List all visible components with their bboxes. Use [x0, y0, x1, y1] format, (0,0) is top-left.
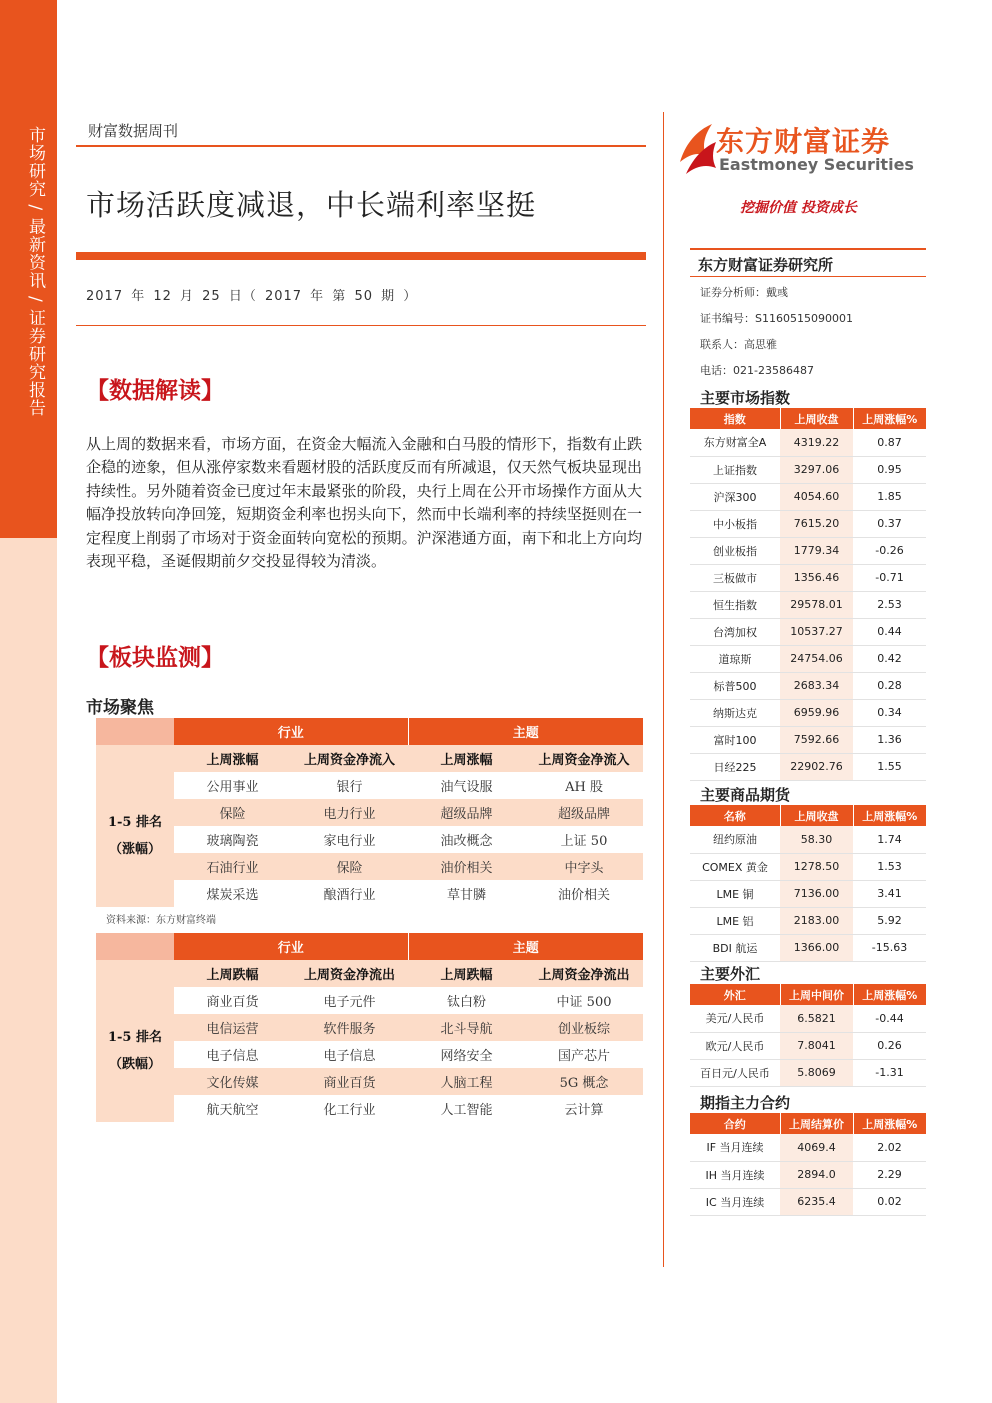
row-value: 2183.00	[780, 907, 853, 934]
table-row	[690, 880, 926, 907]
row-name: 创业板指	[690, 537, 780, 564]
group-header-industry: 行业	[174, 718, 408, 745]
table-row	[690, 1059, 926, 1086]
table-cell: 超级品牌	[408, 799, 525, 826]
row-change: 0.26	[853, 1032, 926, 1059]
row-value: 58.30	[780, 826, 853, 853]
table-cell: AH 股	[565, 780, 603, 796]
row-change: 1.36	[853, 726, 926, 753]
row-change: -1.31	[853, 1059, 926, 1086]
column-header: 上周涨幅	[174, 745, 291, 772]
losers-table	[96, 933, 643, 1122]
row-change: 1.85	[853, 483, 926, 510]
table-cell: 5G 概念	[525, 1068, 643, 1095]
column-header: 合约	[690, 1113, 780, 1134]
table-row	[96, 880, 643, 907]
table-row	[690, 1032, 926, 1059]
table-cell: 银行	[336, 780, 363, 796]
row-value: 7.8041	[780, 1032, 853, 1059]
contact: 联系人：高思雅	[700, 338, 777, 351]
row-value: 7592.66	[780, 726, 853, 753]
row-value: 6959.96	[780, 699, 853, 726]
table-cell: 软件服务	[291, 1014, 408, 1041]
rank-label-line2: （涨幅）	[108, 842, 161, 857]
date-rule	[76, 325, 646, 326]
table-cell: 化工行业	[323, 1103, 376, 1118]
summary-paragraph: 从上周的数据来看，市场方面，在资金大幅流入金融和白马股的情形下，指数有止跌企稳的迹象，但从涨停家数来看题材股的活跃度反而有所减退，仅天然气板块显现出持续性。另外随着资金已度过年末最紧张的阶段，央行上周在公开市场操作方面从大幅净投放转向净回笼，短期资金利率也拐头向下，然而中长端利率的持续坚挺则在一定程度上削弱了市场对于资金面转向宽松的预期。沪深港通方面，南下和北上方向均表现平稳，圣诞假期前夕交投显得较为清淡。	[86, 435, 642, 571]
table-cell: 保险	[174, 799, 291, 826]
table-row	[690, 672, 926, 699]
table-row	[690, 564, 926, 591]
table-cell: 电力行业	[291, 799, 408, 826]
row-name: LME 铝	[690, 907, 780, 934]
row-change: 0.02	[853, 1188, 926, 1215]
row-change: 1.53	[853, 853, 926, 880]
row-change: 2.02	[853, 1134, 926, 1161]
table-row	[690, 429, 926, 456]
table-row	[690, 591, 926, 618]
table-cell: 保险	[291, 853, 408, 880]
row-value: 1356.46	[780, 564, 853, 591]
row-value: 2894.0	[780, 1161, 853, 1188]
table-cell: 油改概念	[440, 834, 493, 849]
section-data-read: 【数据解读】	[86, 377, 224, 404]
table-cell: 中证 500	[556, 995, 612, 1011]
row-change: 0.37	[853, 510, 926, 537]
row-value: 6235.4	[780, 1188, 853, 1215]
row-change: 2.53	[853, 591, 926, 618]
rank-label	[96, 960, 174, 1122]
table-cell: 公用事业	[206, 780, 259, 796]
column-header: 上周涨幅%	[853, 408, 926, 429]
table-cell: 云计算	[564, 1103, 604, 1118]
phone: 电话：021-23586487	[700, 364, 814, 377]
row-name: 沪深300	[690, 483, 780, 510]
row-name: 台湾加权	[690, 618, 780, 645]
row-name: 日经225	[690, 753, 780, 780]
table-row	[690, 853, 926, 880]
indices-title: 主要市场指数	[700, 389, 791, 407]
table-cell: 电子元件	[323, 995, 376, 1011]
column-header: 上周资金净流入	[525, 745, 643, 772]
column-header: 上周资金净流出	[291, 960, 408, 987]
column-header: 上周资金净流出	[525, 960, 643, 987]
table-cell: 酿酒行业	[323, 888, 376, 903]
row-value: 6.5821	[780, 1005, 853, 1032]
table-corner	[96, 933, 174, 960]
row-name: 上证指数	[690, 456, 780, 483]
table-row	[96, 799, 643, 826]
table-cell: 人工智能	[440, 1103, 493, 1118]
row-change: 0.28	[853, 672, 926, 699]
column-header: 上周资金净流入	[291, 745, 408, 772]
column-header: 指数	[690, 408, 780, 429]
table-cell: 航天航空	[206, 1103, 259, 1118]
row-value: 29578.01	[780, 591, 853, 618]
indices-table	[690, 408, 926, 781]
header-rule	[76, 145, 646, 147]
table-cell: 上证 50	[560, 834, 608, 849]
table-cell: 草甘膦	[447, 888, 487, 903]
table-row	[690, 456, 926, 483]
table-row	[690, 934, 926, 961]
table-cell: 网络安全	[440, 1049, 493, 1064]
row-name: 纽约原油	[690, 826, 780, 853]
column-header: 上周跌幅	[174, 960, 291, 987]
row-change: 0.34	[853, 699, 926, 726]
row-name: IF 当月连续	[690, 1134, 780, 1161]
table-cell: 电子信息	[206, 1049, 259, 1064]
magazine-name: 财富数据周刊	[88, 122, 179, 140]
row-name: 恒生指数	[690, 591, 780, 618]
table-row	[690, 1161, 926, 1188]
row-value: 2683.34	[780, 672, 853, 699]
group-header-theme: 主题	[408, 933, 643, 960]
row-name: 富时100	[690, 726, 780, 753]
futures-table	[690, 1113, 926, 1216]
sidebar-label: 市场研究 / 最新资讯 / 证券研究报告	[25, 126, 45, 418]
section-sector-monitor: 【板块监测】	[86, 644, 224, 671]
row-value: 5.8069	[780, 1059, 853, 1086]
table-row	[96, 853, 643, 880]
row-name: 美元/人民币	[690, 1005, 780, 1032]
table-row	[96, 1041, 643, 1068]
row-value: 1779.34	[780, 537, 853, 564]
institute-rule-top	[690, 248, 926, 250]
row-name: LME 铜	[690, 880, 780, 907]
issue-date: 2017 年 12 月 25 日（ 2017 年 第 50 期 ）	[86, 289, 418, 304]
logo-text-cn: 东方财富证券	[716, 125, 891, 158]
table-row	[690, 726, 926, 753]
table-row	[96, 772, 643, 799]
column-header: 上周涨幅%	[853, 805, 926, 826]
column-header: 名称	[690, 805, 780, 826]
row-name: 欧元/人民币	[690, 1032, 780, 1059]
table-cell: 北斗导航	[408, 1014, 525, 1041]
institute-rule-bottom	[690, 276, 926, 277]
analyst: 证券分析师：戴彧	[700, 286, 788, 299]
sidebar-bottom-band	[0, 538, 57, 1403]
row-change: 3.41	[853, 880, 926, 907]
column-header: 上周涨幅%	[853, 984, 926, 1005]
table-cell: 玻璃陶瓷	[206, 834, 259, 849]
table-cell: 商业百货	[291, 1068, 408, 1095]
row-name: COMEX 黄金	[690, 853, 780, 880]
row-change: -15.63	[853, 934, 926, 961]
column-header: 上周结算价	[780, 1113, 853, 1134]
title-rule	[76, 252, 646, 260]
logo-text-en: Eastmoney Securities	[719, 155, 914, 174]
slogan: 挖掘价值 投资成长	[740, 200, 857, 216]
futures-title: 期指主力合约	[700, 1094, 791, 1112]
table-cell: 中字头	[525, 853, 643, 880]
column-header: 上周收盘	[780, 408, 853, 429]
table-cell: 煤炭采选	[206, 888, 259, 903]
row-name: 百日元/人民币	[690, 1059, 780, 1086]
column-header: 上周收盘	[780, 805, 853, 826]
row-change: 1.55	[853, 753, 926, 780]
table-cell: 文化传媒	[174, 1068, 291, 1095]
table-cell: 超级品牌	[525, 799, 643, 826]
cert-number: 证书编号：S1160515090001	[700, 312, 853, 325]
table-row	[690, 537, 926, 564]
row-name: 道琼斯	[690, 645, 780, 672]
row-change: 5.92	[853, 907, 926, 934]
table-cell: 油价相关	[558, 888, 611, 903]
row-name: IH 当月连续	[690, 1161, 780, 1188]
table-row	[690, 645, 926, 672]
rank-label-line1: 1-5 排名	[107, 1030, 162, 1045]
column-header: 上周跌幅	[408, 960, 525, 987]
row-value: 4319.22	[780, 429, 853, 456]
row-name: 标普500	[690, 672, 780, 699]
table-row	[690, 907, 926, 934]
column-header: 上周中间价	[780, 984, 853, 1005]
column-header: 上周涨幅	[408, 745, 525, 772]
row-change: -0.44	[853, 1005, 926, 1032]
row-value: 22902.76	[780, 753, 853, 780]
group-header-industry: 行业	[174, 933, 408, 960]
row-change: -0.71	[853, 564, 926, 591]
row-value: 3297.06	[780, 456, 853, 483]
table-corner	[96, 718, 174, 745]
rank-label	[96, 745, 174, 907]
rank-label-line2: （跌幅）	[108, 1057, 161, 1072]
table-row	[690, 699, 926, 726]
row-change: 0.44	[853, 618, 926, 645]
table-cell: 国产芯片	[558, 1049, 611, 1064]
row-value: 7615.20	[780, 510, 853, 537]
column-header: 上周涨幅%	[853, 1113, 926, 1134]
table-row	[96, 1095, 643, 1122]
row-value: 7136.00	[780, 880, 853, 907]
row-name: IC 当月连续	[690, 1188, 780, 1215]
table-cell: 商业百货	[206, 995, 259, 1011]
table-row	[690, 826, 926, 853]
row-name: 东方财富全A	[690, 429, 780, 456]
table-cell: 电子信息	[323, 1049, 376, 1064]
commodities-table	[690, 805, 926, 962]
row-value: 10537.27	[780, 618, 853, 645]
fx-table	[690, 984, 926, 1087]
row-name: BDI 航运	[690, 934, 780, 961]
row-change: 2.29	[853, 1161, 926, 1188]
row-value: 4069.4	[780, 1134, 853, 1161]
row-value: 4054.60	[780, 483, 853, 510]
table-row	[690, 510, 926, 537]
table-row	[96, 1068, 643, 1095]
source-note: 资料来源：东方财富终端	[106, 915, 216, 926]
row-change: 0.95	[853, 456, 926, 483]
row-name: 纳斯达克	[690, 699, 780, 726]
row-change: -0.26	[853, 537, 926, 564]
table-cell: 钛白粉	[447, 995, 487, 1011]
column-divider	[663, 112, 664, 1267]
table-row	[690, 483, 926, 510]
table-row	[690, 1134, 926, 1161]
row-change: 0.87	[853, 429, 926, 456]
market-focus-heading: 市场聚焦	[86, 698, 154, 718]
gainers-table	[96, 718, 643, 907]
table-row	[690, 618, 926, 645]
column-header: 外汇	[690, 984, 780, 1005]
row-value: 24754.06	[780, 645, 853, 672]
table-cell: 创业板综	[525, 1014, 643, 1041]
row-change: 1.74	[853, 826, 926, 853]
table-cell: 石油行业	[174, 853, 291, 880]
row-change: 0.42	[853, 645, 926, 672]
table-cell: 人脑工程	[408, 1068, 525, 1095]
row-name: 三板做市	[690, 564, 780, 591]
table-cell: 电信运营	[174, 1014, 291, 1041]
table-row	[96, 1014, 643, 1041]
fx-title: 主要外汇	[700, 965, 761, 983]
institute-name: 东方财富证券研究所	[698, 256, 834, 274]
report-title: 市场活跃度减退，中长端利率坚挺	[86, 188, 537, 222]
table-cell: 油价相关	[408, 853, 525, 880]
commodities-title: 主要商品期货	[700, 786, 791, 804]
row-value: 1278.50	[780, 853, 853, 880]
row-value: 1366.00	[780, 934, 853, 961]
table-row	[690, 753, 926, 780]
table-row	[96, 826, 643, 853]
table-cell: 油气设服	[440, 780, 493, 796]
table-row	[96, 987, 643, 1014]
table-cell: 家电行业	[323, 834, 376, 849]
row-name: 中小板指	[690, 510, 780, 537]
rank-label-line1: 1-5 排名	[107, 815, 162, 830]
group-header-theme: 主题	[408, 718, 643, 745]
table-row	[690, 1005, 926, 1032]
table-row	[690, 1188, 926, 1215]
